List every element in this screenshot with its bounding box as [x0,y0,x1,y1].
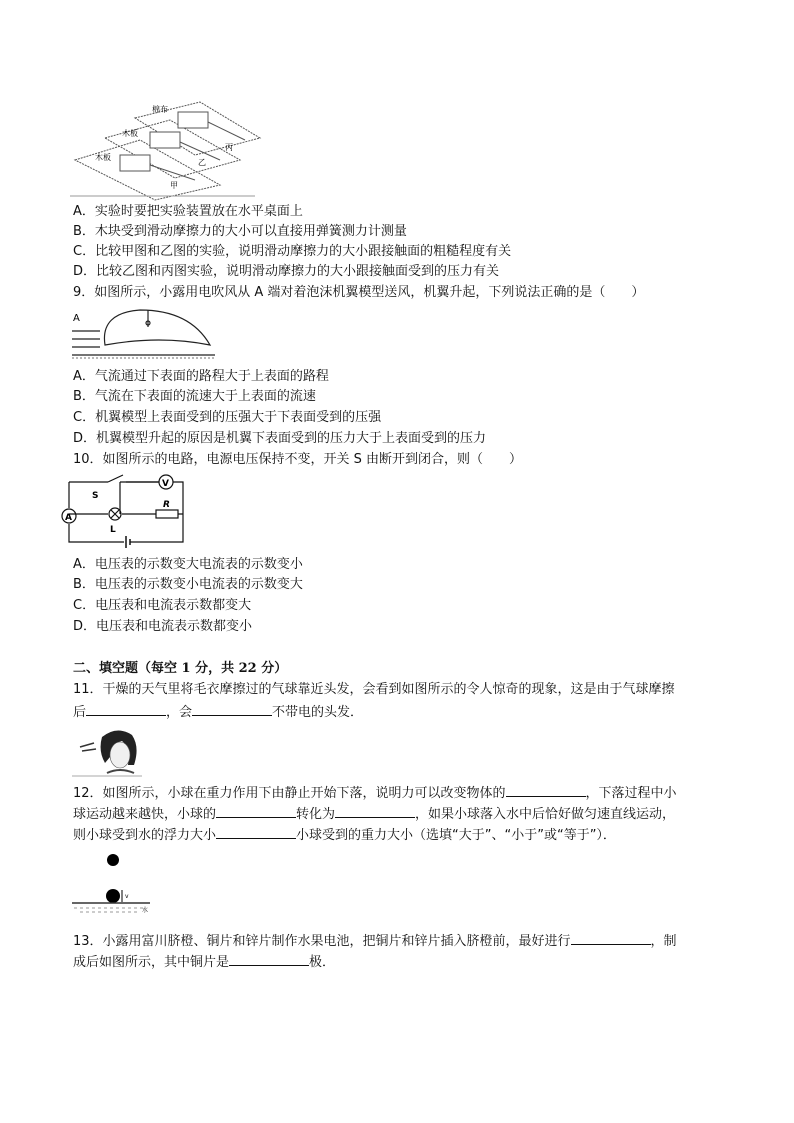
section-title: 二、填空题（每空 1 分，共 22 分） [73,661,288,676]
q11-line2 [73,702,363,722]
q9-option-b: B．气流在下表面的流速大于上表面的流速 [73,389,316,404]
q9-option-c: C．机翼模型上表面受到的压强大于下表面受到的压强 [73,410,382,425]
text: 极． [309,955,336,970]
label-wood-2: 木板 [95,153,111,162]
text: 12．如图所示，小球在重力作用下由静止开始下落，说明力可以改变物体的 [73,786,506,801]
label-cotton: 棉布 [152,105,168,114]
q10-stem: 10．如图所示的电路，电源电压保持不变，开关 S 由断开到闭合，则（ ） [73,452,523,467]
label-wood-1: 木板 [122,129,138,138]
q12-line2 [73,804,675,824]
label-jia: 甲 [170,181,178,190]
q10-option-b: B．电压表的示数变小电流表的示数变大 [73,577,303,592]
label-yi: 乙 [198,158,206,167]
label-bing: 丙 [225,143,233,152]
friction-experiment-figure [70,100,270,200]
q9-option-d: D．机翼模型升起的原因是机翼下表面受到的压力大于上表面受到的压力 [73,431,487,446]
text: ，下落过程中小 [585,786,677,801]
label-ammeter: A [65,513,72,523]
label-switch: S [92,491,99,501]
answer-blank[interactable] [229,952,309,966]
q13-line2 [73,952,335,972]
girl-hair-photo [72,727,144,777]
label-resistor: R [163,500,170,510]
label-lamp: L [110,525,116,535]
text: ，会 [166,705,193,720]
q8-option-b: B．木块受到滑动摩擦力的大小可以直接用弹簧测力计测量 [73,224,407,239]
text: 则小球受到水的浮力大小 [73,828,217,843]
text: 13．小露用富川脐橙、铜片和锌片制作水果电池，把铜片和锌片插入脐橙前，最好进行 [73,934,571,949]
q11-line1: 11．干燥的天气里将毛衣摩擦过的气球靠近头发，会看到如图所示的令人惊奇的现象，这是由于气球摩擦 [73,682,675,697]
text: ，制 [650,934,677,949]
q12-line1 [73,783,677,803]
q10-option-a: A．电压表的示数变大电流表的示数变小 [73,557,303,572]
q9-stem: 9．如图所示，小露用电吹风从 A 端对着泡沫机翼模型送风，机翼升起，下列说法正确的是（ ） [73,285,645,300]
text: 成后如图所示，其中铜片是 [73,955,230,970]
label-voltmeter: V [162,479,169,489]
q10-option-c: C．电压表和电流表示数都变大 [73,598,252,613]
q13-line1 [73,931,677,951]
text: ，如果小球落入水中后恰好做匀速直线运动， [415,807,676,822]
answer-blank[interactable] [192,702,272,716]
text: 小球受到的重力大小（选填“大于”、“小于”或“等于”）． [296,828,616,843]
q8-option-a: A．实验时要把实验装置放在水平桌面上 [73,204,303,219]
answer-blank[interactable] [335,804,415,818]
q12-line3 [73,825,616,845]
answer-blank[interactable] [571,931,651,945]
label-a-end: A [73,313,80,324]
answer-blank[interactable] [506,783,586,797]
label-velocity: v [125,893,129,900]
answer-blank[interactable] [86,702,166,716]
wing-model-figure [70,305,220,363]
answer-blank[interactable] [216,804,296,818]
label-water: 水 [142,907,149,914]
text: 球运动越来越快，小球的 [73,807,217,822]
text: 转化为 [296,807,336,822]
answer-blank[interactable] [216,825,296,839]
text: 后 [73,705,87,720]
q10-option-d: D．电压表和电流表示数都变小 [73,619,253,634]
q8-option-c: C．比较甲图和乙图的实验，说明滑动摩擦力的大小跟接触面的粗糙程度有关 [73,244,512,259]
q9-option-a: A．气流通过下表面的路程大于上表面的路程 [73,369,329,384]
falling-ball-figure [70,850,152,925]
circuit-figure [65,472,193,552]
text: 不带电的头发． [272,705,364,720]
q8-option-d: D．比较乙图和丙图实验，说明滑动摩擦力的大小跟接触面受到的压力有关 [73,264,500,279]
